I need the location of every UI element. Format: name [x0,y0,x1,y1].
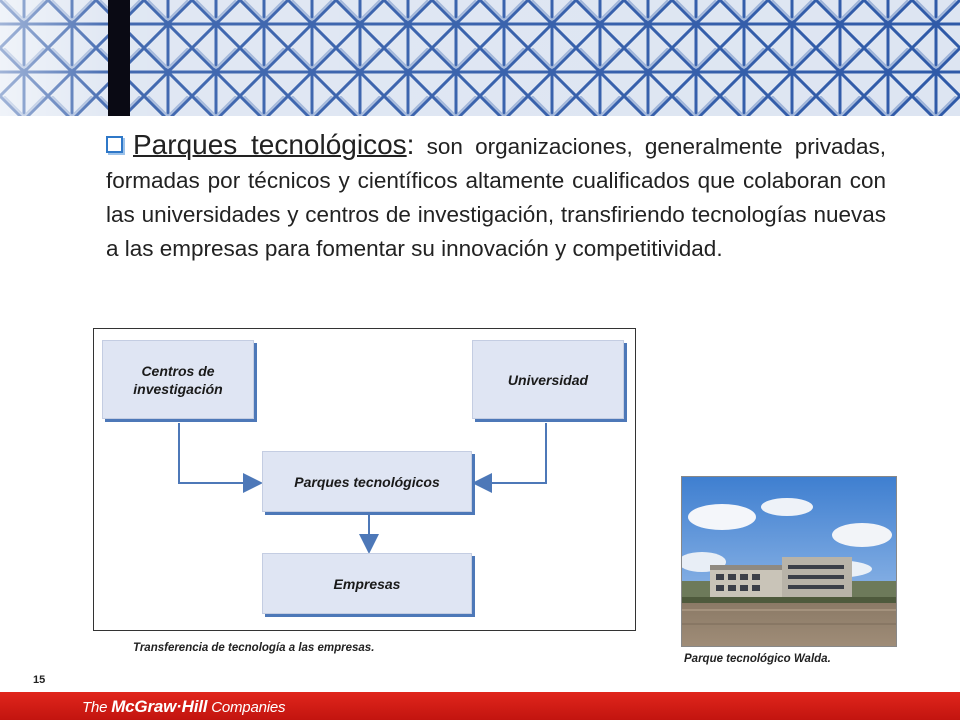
photo-illustration [682,477,897,647]
definition-text: son organizaciones, generalmente privadas, formadas por técnicos y científicos altamente cualificados que colaboran con las universidades y centros de investigación, transfiriendo tecnologías nuevas a las empresas para fomentar su innovación y competitividad. [106,134,886,261]
banner-dark-bar [108,0,130,116]
header-banner [0,0,960,116]
page-number: 15 [33,674,46,686]
arrow-centros-to-parques [179,423,259,483]
technology-park-photo [681,476,897,647]
definition-paragraph [106,128,886,266]
footer-bar [0,692,960,720]
box-parques-tecnologicos: Parques tecnológicos [262,451,472,512]
term-parques-tecnologicos: Parques tecnológicos [133,129,407,160]
logo-companies: Companies [207,699,286,716]
logo-name: McGraw·Hill [111,697,208,716]
arrow-universidad-to-parques [476,423,546,483]
box-empresas: Empresas [262,553,472,614]
box-centros-investigacion: Centros de investigación [102,340,254,419]
photo-caption: Parque tecnológico Walda. [684,653,831,665]
term-colon: : [406,129,415,160]
mcgraw-hill-logo [82,697,285,717]
logo-the: The [82,699,112,716]
diagram-caption: Transferencia de tecnología a las empresas. [133,642,375,654]
technology-transfer-diagram [93,328,636,631]
hollow-square-bullet-icon [106,136,123,153]
box-universidad: Universidad [472,340,624,419]
header-pattern [0,0,960,116]
